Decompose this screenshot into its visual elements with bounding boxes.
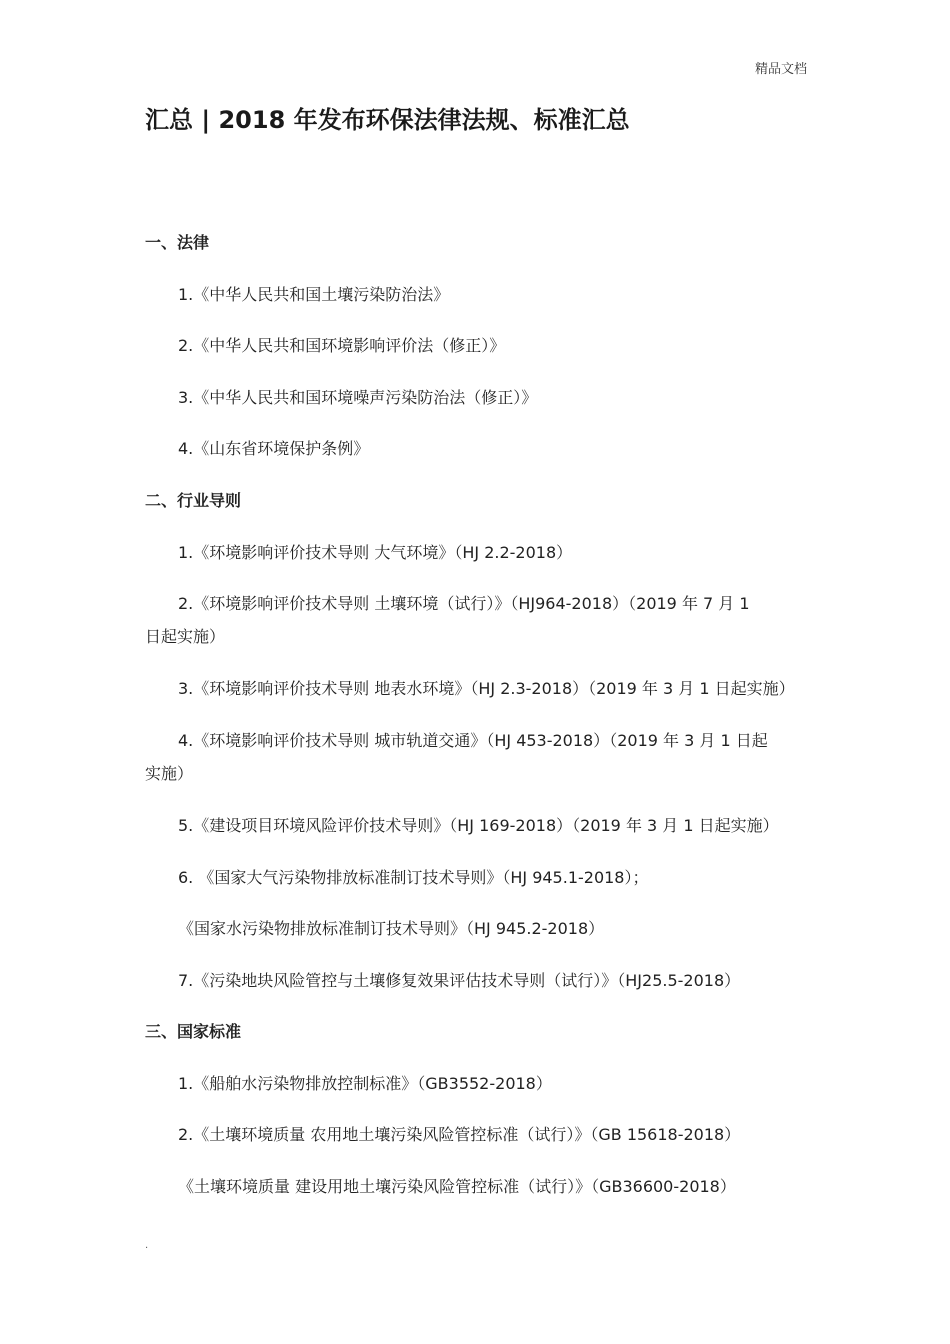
list-item: 7.《污染地块风险管控与土壤修复效果评估技术导则（试行）》（HJ25.5-2018） bbox=[178, 971, 741, 990]
list-item: 《国家水污染物排放标准制订技术导则》（HJ 945.2-2018） bbox=[178, 919, 605, 938]
list-item: 3.《环境影响评价技术导则 地表水环境》（HJ 2.3-2018）（2019 年 3 月 1 日起实施） bbox=[178, 679, 795, 698]
list-item: 2.《中华人民共和国环境影响评价法（修正）》 bbox=[178, 336, 506, 355]
section-heading-national-standards: 三、国家标准 bbox=[145, 1022, 242, 1041]
footer-mark: . bbox=[145, 1240, 149, 1251]
list-item: 6. 《国家大气污染物排放标准制订技术导则》（HJ 945.1-2018）； bbox=[178, 868, 649, 887]
list-item: 3.《中华人民共和国环境噪声污染防治法（修正）》 bbox=[178, 388, 538, 407]
list-item: 1.《环境影响评价技术导则 大气环境》（HJ 2.2-2018） bbox=[178, 543, 573, 562]
section-heading-laws: 一、法律 bbox=[145, 233, 210, 252]
list-item: 1.《中华人民共和国土壤污染防治法》 bbox=[178, 285, 450, 304]
list-item: 5.《建设项目环境风险评价技术导则》（HJ 169-2018）（2019 年 3 月 1 日起实施） bbox=[178, 816, 779, 835]
list-item-continuation: 实施） bbox=[145, 764, 194, 783]
list-item: 1.《船舶水污染物排放控制标准》（GB3552-2018） bbox=[178, 1074, 552, 1093]
list-item: 2.《土壤环境质量 农用地土壤污染风险管控标准（试行）》（GB 15618-2018） bbox=[178, 1125, 741, 1144]
header-note: 精品文档 bbox=[754, 62, 807, 77]
list-item: 4.《环境影响评价技术导则 城市轨道交通》（HJ 453-2018）（2019 年 3 月 1 日起 bbox=[178, 731, 768, 750]
section-heading-guidelines: 二、行业导则 bbox=[145, 491, 242, 510]
document-title: 汇总 | 2018 年发布环保法律法规、标准汇总 bbox=[145, 106, 630, 134]
list-item: 《土壤环境质量 建设用地土壤污染风险管控标准（试行）》（GB36600-2018） bbox=[178, 1177, 736, 1196]
list-item: 2.《环境影响评价技术导则 土壤环境（试行）》（HJ964-2018）（2019 年 7 月 1 bbox=[178, 594, 750, 613]
list-item: 4.《山东省环境保护条例》 bbox=[178, 439, 370, 458]
list-item-continuation: 日起实施） bbox=[145, 627, 226, 646]
